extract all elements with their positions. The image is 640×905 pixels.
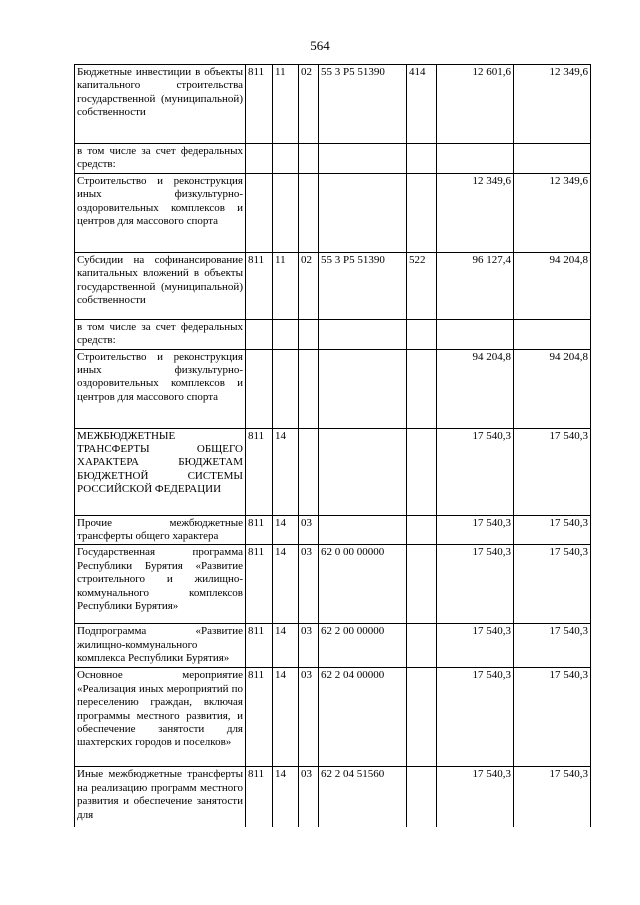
target-article-cell: 55 3 P5 51390 xyxy=(319,65,407,144)
amount-year-2-cell: 17 540,3 xyxy=(514,428,591,515)
subsection-code-cell xyxy=(299,173,319,252)
row-name-cell: Строительство и реконструкция иных физкультурно-оздоровительных комплексов и центров для массового спорта xyxy=(75,349,246,428)
amount-year-1-cell xyxy=(437,319,514,349)
amount-year-2-cell: 17 540,3 xyxy=(514,545,591,624)
subsection-code-cell: 03 xyxy=(299,767,319,827)
expense-type-cell xyxy=(407,319,437,349)
subsection-code-cell xyxy=(299,428,319,515)
subsection-code-cell: 02 xyxy=(299,252,319,319)
ministry-code-cell xyxy=(246,173,273,252)
target-article-cell xyxy=(319,319,407,349)
row-name-cell: Субсидии на софинансирование капитальных вложений в объекты государственной (муниципальной) собственности xyxy=(75,252,246,319)
section-code-cell: 14 xyxy=(273,515,299,545)
subsection-code-cell xyxy=(299,349,319,428)
amount-year-1-cell: 12 349,6 xyxy=(437,173,514,252)
subsection-code-cell: 02 xyxy=(299,65,319,144)
target-article-cell: 62 0 00 00000 xyxy=(319,545,407,624)
section-code-cell: 14 xyxy=(273,545,299,624)
amount-year-1-cell: 17 540,3 xyxy=(437,767,514,827)
expense-type-cell xyxy=(407,428,437,515)
target-article-cell xyxy=(319,428,407,515)
table-row xyxy=(75,767,591,827)
amount-year-2-cell: 17 540,3 xyxy=(514,767,591,827)
subsection-code-cell xyxy=(299,144,319,174)
amount-year-1-cell: 17 540,3 xyxy=(437,545,514,624)
amount-year-1-cell: 12 601,6 xyxy=(437,65,514,144)
target-article-cell: 55 3 P5 51390 xyxy=(319,252,407,319)
amount-year-2-cell xyxy=(514,319,591,349)
amount-year-2-cell: 17 540,3 xyxy=(514,515,591,545)
ministry-code-cell: 811 xyxy=(246,515,273,545)
amount-year-1-cell: 17 540,3 xyxy=(437,428,514,515)
section-code-cell: 11 xyxy=(273,65,299,144)
row-name-cell: Прочие межбюджетные трансферты общего характера xyxy=(75,515,246,545)
expense-type-cell xyxy=(407,624,437,668)
target-article-cell: 62 2 00 00000 xyxy=(319,624,407,668)
amount-year-1-cell: 17 540,3 xyxy=(437,624,514,668)
ministry-code-cell xyxy=(246,319,273,349)
row-name-cell: Подпрограмма «Развитие жилищно-коммунального комплекса Республики Бурятия» xyxy=(75,624,246,668)
row-name-cell: в том числе за счет федеральных средств: xyxy=(75,144,246,174)
table-row xyxy=(75,624,591,668)
target-article-cell xyxy=(319,515,407,545)
subsection-code-cell: 03 xyxy=(299,624,319,668)
ministry-code-cell: 811 xyxy=(246,668,273,767)
amount-year-2-cell: 94 204,8 xyxy=(514,349,591,428)
section-code-cell: 14 xyxy=(273,624,299,668)
subsection-code-cell: 03 xyxy=(299,545,319,624)
budget-table xyxy=(74,64,591,827)
section-code-cell: 14 xyxy=(273,767,299,827)
amount-year-1-cell xyxy=(437,144,514,174)
row-name-cell: Строительство и реконструкция иных физкультурно-оздоровительных комплексов и центров для массового спорта xyxy=(75,173,246,252)
row-name-cell: МЕЖБЮДЖЕТНЫЕ ТРАНСФЕРТЫ ОБЩЕГО ХАРАКТЕРА БЮДЖЕТАМ БЮДЖЕТНОЙ СИСТЕМЫ РОССИЙСКОЙ ФЕДЕРАЦИИ xyxy=(75,428,246,515)
expense-type-cell: 522 xyxy=(407,252,437,319)
target-article-cell: 62 2 04 51560 xyxy=(319,767,407,827)
table-row xyxy=(75,319,591,349)
target-article-cell xyxy=(319,144,407,174)
table-row xyxy=(75,173,591,252)
ministry-code-cell: 811 xyxy=(246,65,273,144)
target-article-cell xyxy=(319,349,407,428)
expense-type-cell xyxy=(407,173,437,252)
ministry-code-cell: 811 xyxy=(246,252,273,319)
ministry-code-cell xyxy=(246,349,273,428)
amount-year-1-cell: 96 127,4 xyxy=(437,252,514,319)
table-row xyxy=(75,252,591,319)
table-row xyxy=(75,349,591,428)
section-code-cell: 14 xyxy=(273,668,299,767)
page-number: 564 xyxy=(310,38,330,53)
row-name-cell: Государственная программа Республики Бурятия «Развитие строительного и жилищно-коммунального комплексов Республики Бурятия» xyxy=(75,545,246,624)
expense-type-cell xyxy=(407,668,437,767)
section-code-cell xyxy=(273,319,299,349)
amount-year-2-cell: 12 349,6 xyxy=(514,65,591,144)
section-code-cell: 11 xyxy=(273,252,299,319)
row-name-cell: Бюджетные инвестиции в объекты капитального строительства государственной (муниципальной) собственности xyxy=(75,65,246,144)
section-code-cell: 14 xyxy=(273,428,299,515)
subsection-code-cell: 03 xyxy=(299,515,319,545)
section-code-cell xyxy=(273,144,299,174)
subsection-code-cell xyxy=(299,319,319,349)
row-name-cell: Основное мероприятие «Реализация иных мероприятий по переселению граждан, включая программы местного развития, и обеспечение занятости для шахтерских городов и поселков» xyxy=(75,668,246,767)
row-name-cell: в том числе за счет федеральных средств: xyxy=(75,319,246,349)
amount-year-2-cell: 17 540,3 xyxy=(514,624,591,668)
amount-year-2-cell: 94 204,8 xyxy=(514,252,591,319)
amount-year-1-cell: 94 204,8 xyxy=(437,349,514,428)
ministry-code-cell: 811 xyxy=(246,545,273,624)
expense-type-cell xyxy=(407,515,437,545)
amount-year-2-cell xyxy=(514,144,591,174)
amount-year-2-cell: 17 540,3 xyxy=(514,668,591,767)
table-row xyxy=(75,144,591,174)
target-article-cell: 62 2 04 00000 xyxy=(319,668,407,767)
table-row xyxy=(75,65,591,144)
expense-type-cell xyxy=(407,545,437,624)
ministry-code-cell: 811 xyxy=(246,624,273,668)
amount-year-1-cell: 17 540,3 xyxy=(437,668,514,767)
row-name-cell: Иные межбюджетные трансферты на реализацию программ местного развития и обеспечение занятости для xyxy=(75,767,246,827)
ministry-code-cell: 811 xyxy=(246,767,273,827)
amount-year-2-cell: 12 349,6 xyxy=(514,173,591,252)
subsection-code-cell: 03 xyxy=(299,668,319,767)
ministry-code-cell xyxy=(246,144,273,174)
expense-type-cell xyxy=(407,144,437,174)
table-row xyxy=(75,515,591,545)
expense-type-cell xyxy=(407,349,437,428)
target-article-cell xyxy=(319,173,407,252)
expense-type-cell: 414 xyxy=(407,65,437,144)
expense-type-cell xyxy=(407,767,437,827)
amount-year-1-cell: 17 540,3 xyxy=(437,515,514,545)
section-code-cell xyxy=(273,349,299,428)
section-code-cell xyxy=(273,173,299,252)
table-row xyxy=(75,428,591,515)
table-row xyxy=(75,668,591,767)
table-row xyxy=(75,545,591,624)
ministry-code-cell: 811 xyxy=(246,428,273,515)
